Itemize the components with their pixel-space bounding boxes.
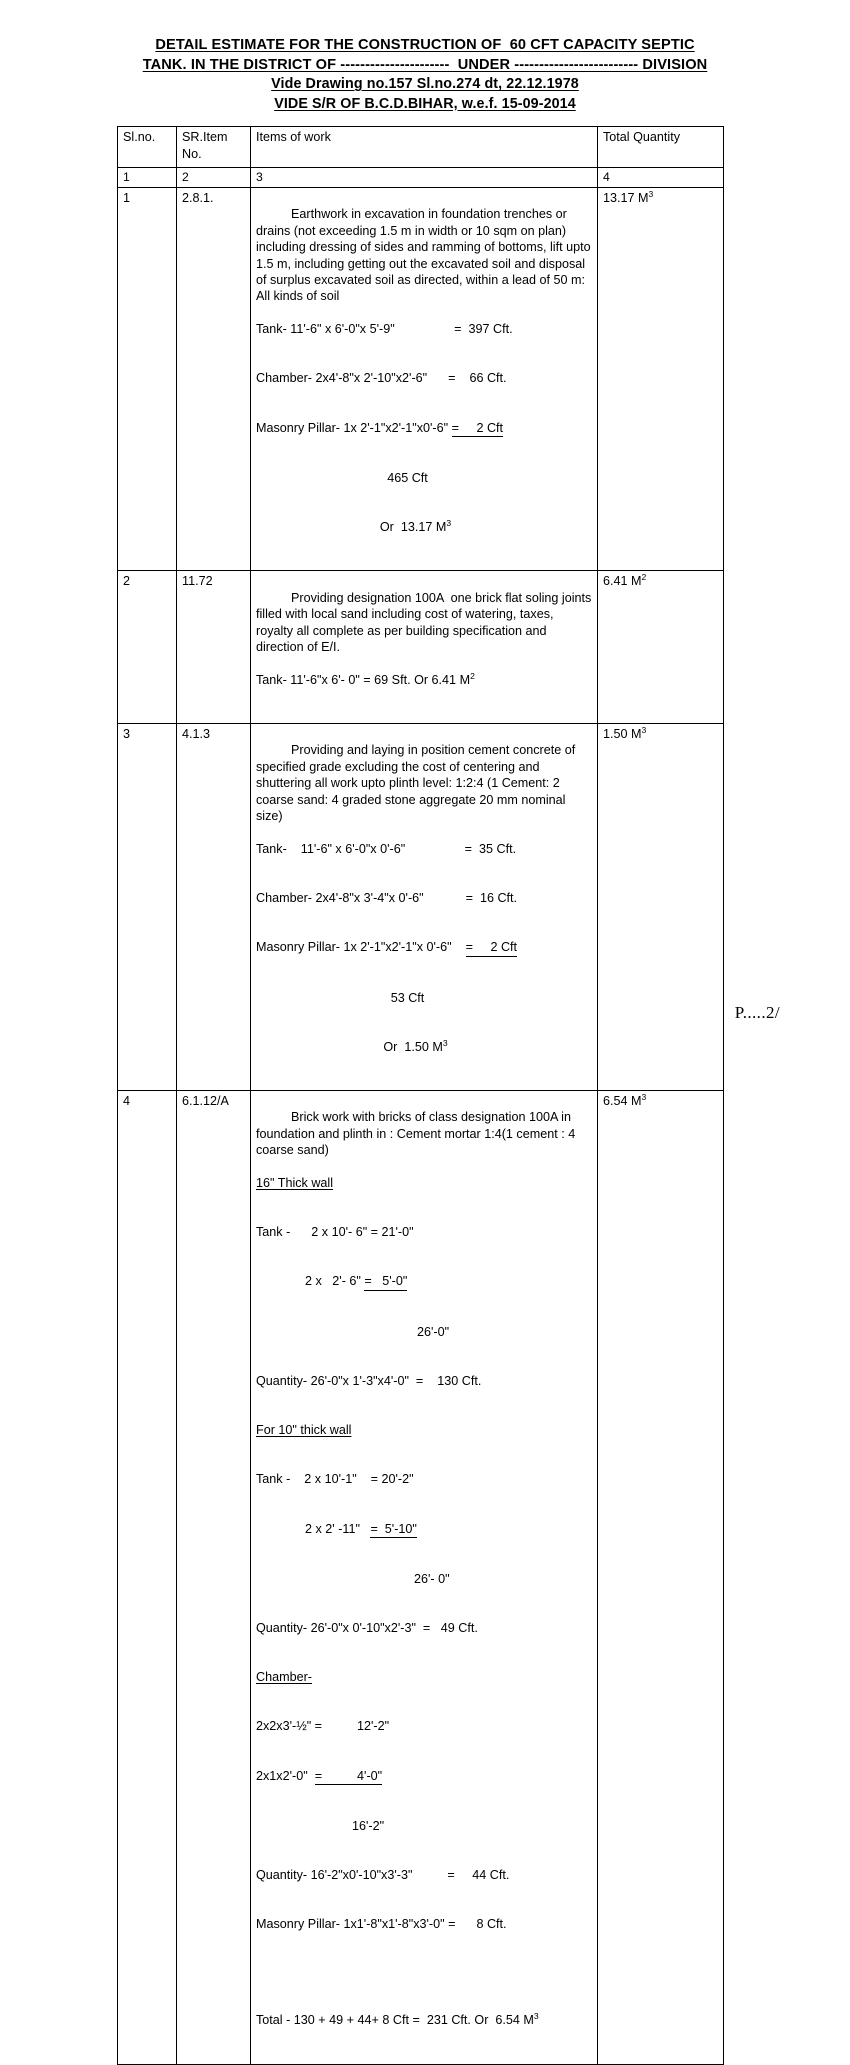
row-slno: 1 [118,188,177,571]
column-number-3: 3 [251,168,598,188]
table-header-row [118,127,724,168]
column-number-4: 4 [598,168,724,188]
header-cell-slno: Sl.no. [118,127,177,168]
calc-underlined-term: = 2 Cft [452,420,503,437]
calc-line: Tank- 11'-6" x 6'-0"x 5'-9" = 397 Cft. [256,322,513,337]
calc-subtotal: 53 Cft [390,990,425,1005]
calc-line: Masonry Pillar- 1x 2'-1"x2'-1"x 0'-6" = 2 Cft [256,939,593,956]
calc-underlined-term: = 5'-10" [370,1521,416,1538]
work-description: Brick work with bricks of class designation 100A in foundation and plinth in : Cement mortar 1:4(1 cement : 4 coarse sand) [256,1110,579,1158]
column-number-1: 1 [118,168,177,188]
sub-heading: For 10" thick wall [256,1423,352,1438]
header-cell-sritemno: SR.Item No. [177,127,251,168]
table-row [118,188,724,571]
calc-subtotal: 26'-0" [417,1324,450,1339]
header-cell-items-of-work: Items of work [251,127,598,168]
page-marker: P.....2/ [734,1003,780,1022]
row-total-quantity: 6.54 $M^3$ [598,1090,724,2064]
row-slno: 2 [118,571,177,724]
estimate-table [117,126,724,2065]
calc-subtotal: 26'- 0" [414,1571,450,1586]
row-total-quantity: 1.50 $M^3$ [598,724,724,1091]
calc-quantity: Quantity- 26'-0"x 1'-3"x4'-0" = 130 Cft. [256,1373,482,1388]
calc-quantity: Quantity- 26'-0"x 0'-10"x2'-3" = 49 Cft. [256,1620,478,1635]
heading-line-3: Vide Drawing no.157 Sl.no.274 dt, 22.12.1978 [271,76,579,92]
calc-line: Tank - 2 x 10'-1" = 20'-2" [256,1472,414,1487]
row-total-quantity: 13.17 $M^3$ [598,188,724,571]
calc-line: Tank- 11'-6"x 6'- 0" = 69 Sft. Or 6.41 $M^2$ [256,670,475,687]
sub-heading: Chamber- [256,1670,312,1685]
column-number-2: 2 [177,168,251,188]
document-heading [0,36,850,114]
calc-line: 2x1x2'-0" = 4'-0" [256,1768,593,1785]
header-cell-total-quantity: Total Quantity [598,127,724,168]
calc-line: Chamber- 2x4'-8"x 2'-10"x2'-6" = 66 Cft. [256,371,507,386]
work-description: Providing and laying in position cement concrete of specified grade excluding the cost of centering and shuttering all work upto plinth level: 1:2:4 (1 Cement: 2 coarse sand: 4 graded stone aggregate 20 mm nominal size) [256,743,579,824]
row-total: Total - 130 + 49 + 44+ 8 Cft = 231 Cft. Or 6.54 $M^3$ [256,2011,539,2028]
calc-line: Tank - 2 x 10'- 6" = 21'-0" [256,1225,414,1240]
heading-line-2: TANK. IN THE DISTRICT OF ---------------------- UNDER ------------------------- DIVISION [142,56,708,73]
calc-quantity: Quantity- 16'-2"x0'-10"x3'-3" = 44 Cft. [256,1868,510,1883]
calc-total: Or 13.17 $M^3$ [379,517,452,535]
calc-line: 2 x 2' -11" = 5'-10" [256,1521,593,1538]
row-items-of-work [251,571,598,724]
exponent: 3 [442,1037,448,1048]
calc-underlined-term: = 2 Cft [466,939,517,956]
calc-line: 2 x 2'- 6" = 5'-0" [256,1273,593,1290]
calc-line: Chamber- 2x4'-8"x 3'-4"x 0'-6" = 16 Cft. [256,891,518,906]
row-items-of-work [251,188,598,571]
row-sr-item-no: 2.8.1. [177,188,251,571]
exponent: 3 [648,188,654,199]
table-row [118,571,724,724]
row-items-of-work [251,724,598,1091]
row-sr-item-no: 6.1.12/A [177,1090,251,2064]
exponent: 3 [446,517,452,528]
calc-quantity: Masonry Pillar- 1x1'-8"x1'-8"x3'-0" = 8 Cft. [256,1917,507,1932]
exponent: 3 [533,2011,539,2022]
work-description: Providing designation 100A one brick flat soling joints filled with local sand including cost of watering, taxes, royalty all complete as per building specification and direction of E/I. [256,590,595,654]
calc-underlined-term: = 4'-0" [315,1768,382,1785]
calc-underlined-term: = 5'-0" [364,1273,407,1290]
calc-total: Or 1.50 $M^3$ [383,1037,448,1054]
row-total-quantity: 6.41 $M^2$ [598,571,724,724]
exponent: 3 [641,724,647,735]
exponent: 3 [641,1091,647,1102]
row-items-of-work [251,1090,598,2064]
sub-heading: 16" Thick wall [256,1175,334,1190]
row-slno: 3 [118,724,177,1091]
table-column-number-row [118,168,724,188]
calc-line: Tank- 11'-6" x 6'-0"x 0'-6" = 35 Cft. [256,841,517,856]
calc-subtotal: 465 Cft [387,470,428,485]
heading-line-4: VIDE S/R OF B.C.D.BIHAR, w.e.f. 15-09-2014 [274,95,576,112]
spacer [256,1965,593,1979]
row-sr-item-no: 4.1.3 [177,724,251,1091]
table-row [118,1090,724,2064]
calc-line: 2x2x3'-½" = 12'-2" [256,1719,390,1734]
heading-line-1: DETAIL ESTIMATE FOR THE CONSTRUCTION OF 60 CFT CAPACITY SEPTIC [155,37,695,53]
row-slno: 4 [118,1090,177,2064]
row-sr-item-no: 11.72 [177,571,251,724]
exponent: 2 [470,670,475,681]
calc-subtotal: 16'-2" [352,1818,385,1833]
calc-line: Masonry Pillar- 1x 2'-1"x2'-1"x0'-6" = 2 Cft [256,420,593,437]
exponent: 2 [641,572,647,583]
work-description: Earthwork in excavation in foundation trenches or drains (not exceeding 1.5 m in width or 10 sqm on plan) including dressing of sides and ramming of bottoms, lift upto 1.5 m, including getting out the excavated soil and disposal of surplus excavated soil as directed, within a lead of 50 m: All kinds of soil [256,207,595,304]
table-row [118,724,724,1091]
